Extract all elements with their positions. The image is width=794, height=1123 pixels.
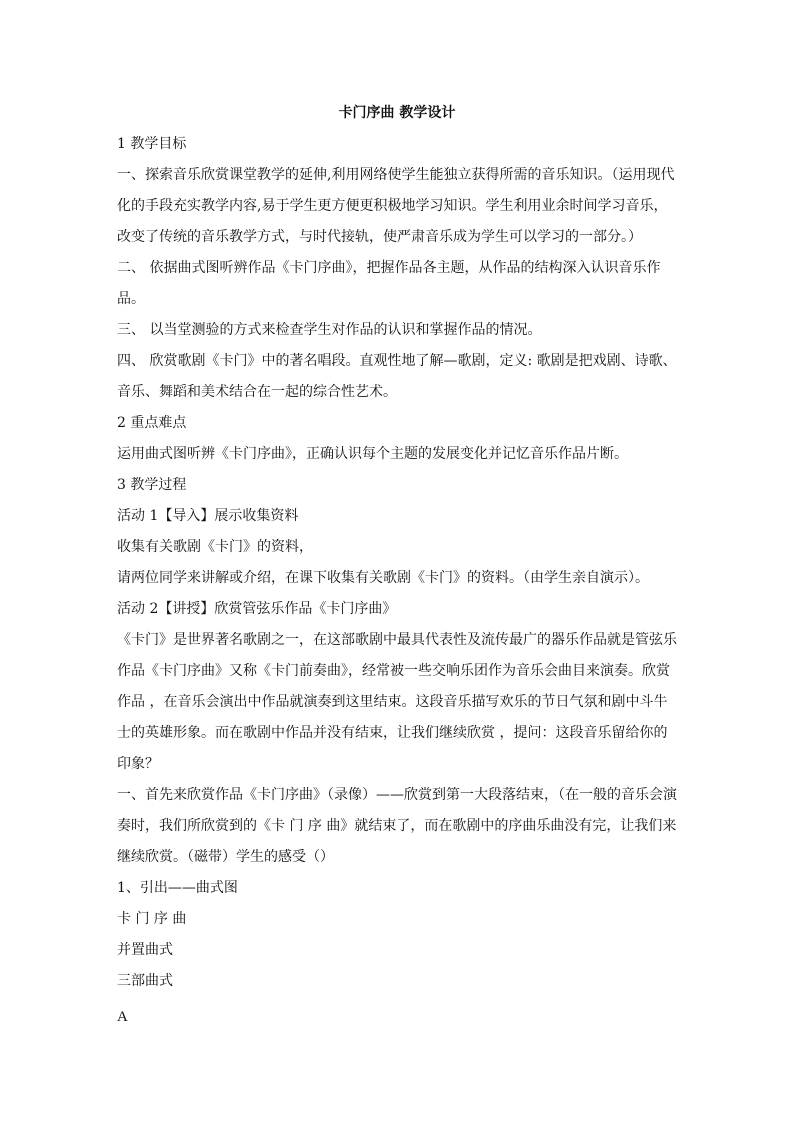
form-chart-intro: 1、引出——曲式图 — [117, 880, 238, 896]
objective-paragraph-1: 一、探索音乐欣赏课堂教学的延伸,利用网络使学生能独立获得所需的音乐知识。（运用现代化的手段充实教学内容,易于学生更方便更积极地学习知识。学生利用业余时间学习音乐，改变了传统的音乐教学方式，与时代接轨，使严肃音乐成为学生可以学习的一部分。） — [117, 167, 675, 245]
activity-1-line-2: 请两位同学来讲解或介绍，在课下收集有关歌剧《卡门》的资料。（由学生亲自演示）。 — [117, 570, 649, 586]
activity-2-heading: 活动 2【讲授】欣赏管弦乐作品《卡门序曲》 — [117, 601, 397, 617]
activity-1-line-1: 收集有关歌剧《卡门》的资料， — [117, 539, 313, 555]
document-body — [117, 129, 679, 997]
key-points-paragraph: 运用曲式图听辨《卡门序曲》，正确认识每个主题的发展变化并记忆音乐作品片断。 — [117, 446, 628, 462]
form-chart-title: 卡 门 序 曲 — [117, 911, 187, 927]
form-type-juxtaposed: 并置曲式 — [117, 942, 173, 958]
activity-2-step-1: 一、首先来欣赏作品《卡门序曲》（录像）——欣赏到第一大段落结束，（在一般的音乐会演奏时，我们所欣赏到的《卡 门 序 曲》就结束了，而在歌剧中的序曲乐曲没有完，让我们来继续欣赏。（磁带）学生的感受（） — [117, 787, 677, 865]
section-heading-process: 3 教学过程 — [117, 477, 187, 493]
section-heading-key-points: 2 重点难点 — [117, 415, 187, 431]
activity-2-paragraph: 《卡门》是世界著名歌剧之一，在这部歌剧中最具代表性及流传最广的器乐作品就是管弦乐作品《卡门序曲》又称《卡门前奏曲》，经常被一些交响乐团作为音乐会曲目来演奏。欣赏作品 ，在音乐会演出中作品就演奏到这里结束。这段音乐描写欢乐的节日气氛和剧中斗牛士的英雄形象。而在歌剧中作品并没有结束，让我们继续欣赏 ，提问：这段音乐留给你的印象？ — [117, 632, 677, 772]
section-label-a: A — [117, 1009, 128, 1025]
activity-1-heading: 活动 1【导入】展示收集资料 — [117, 508, 299, 524]
section-heading-objectives: 1 教学目标 — [117, 136, 187, 152]
objective-paragraph-3: 三、 以当堂测验的方式来检查学生对作品的认识和掌握作品的情况。 — [117, 322, 542, 338]
form-type-ternary: 三部曲式 — [117, 973, 173, 989]
objective-paragraph-4: 四、 欣赏歌剧《卡门》中的著名唱段。直观性地了解—歌剧，定义: 歌剧是把戏剧、诗歌、音乐、舞蹈和美术结合在一起的综合性艺术。 — [117, 353, 677, 400]
page-title: 卡门序曲 教学设计 — [338, 105, 456, 121]
objective-paragraph-2: 二、 依据曲式图听辨作品《卡门序曲》，把握作品各主题，从作品的结构深入认识音乐作品。 — [117, 260, 661, 307]
